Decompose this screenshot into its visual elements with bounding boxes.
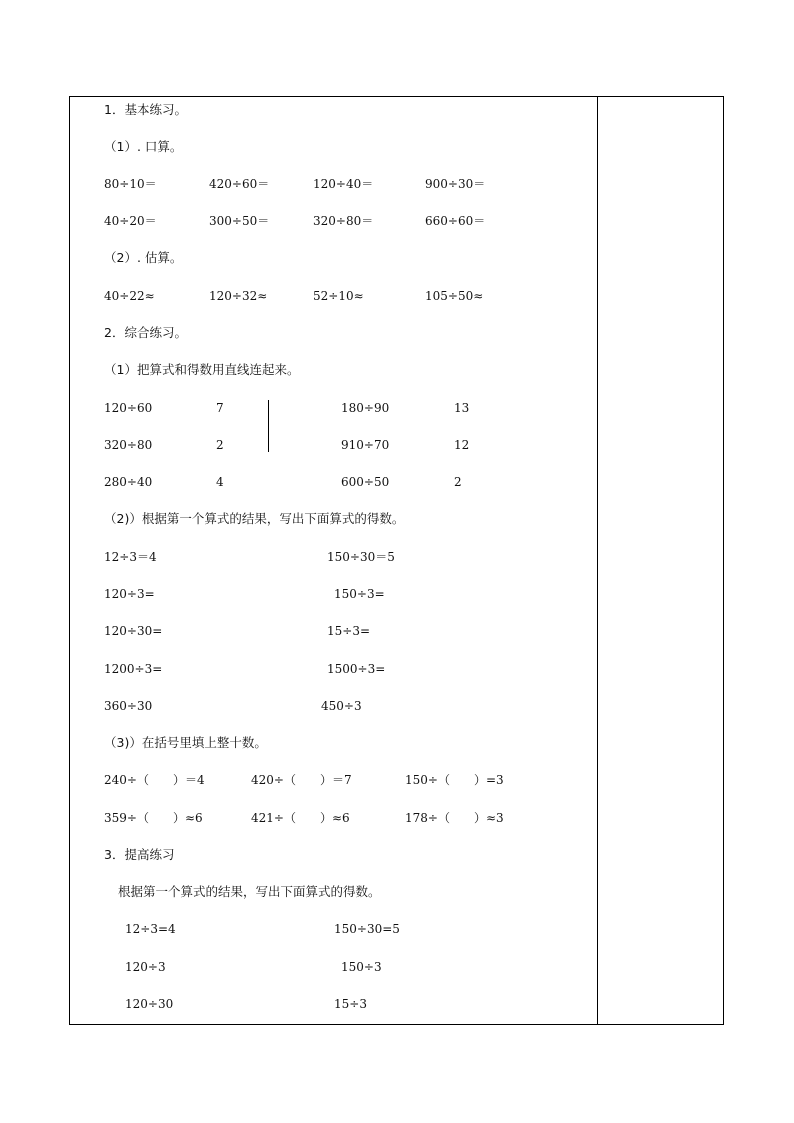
derive-left-item: 120÷30= (104, 624, 163, 638)
section-1-part-2-title: （2）. 估算。 (104, 250, 183, 265)
oral-calc-item: 40÷20＝ (104, 214, 157, 228)
derive-right-item: 15÷3= (327, 624, 371, 638)
derive-left-item: 1200÷3= (104, 662, 163, 676)
oral-calc-item: 900÷30＝ (425, 177, 486, 191)
match-left-expr: 280÷40 (104, 475, 153, 489)
oral-calc-item: 120÷40＝ (313, 177, 374, 191)
oral-calc-item: 420÷60＝ (209, 177, 270, 191)
derive-right-item: 1500÷3= (327, 662, 386, 676)
fill-blank-item: 359÷（ ）≈6 (104, 811, 203, 825)
advanced-right-item: 15÷3 (334, 997, 367, 1011)
derive-right-item: 450÷3 (321, 699, 362, 713)
match-right-expr: 910÷70 (341, 438, 390, 452)
section-1-title: 1．基本练习。 (104, 102, 187, 117)
estimate-item: 40÷22≈ (104, 289, 155, 303)
estimate-item: 120÷32≈ (209, 289, 268, 303)
oral-calc-item: 80÷10＝ (104, 177, 157, 191)
section-1-part-1-title: （1）. 口算。 (104, 139, 183, 154)
derive-left-item: 12÷3＝4 (104, 550, 157, 564)
derive-left-item: 360÷30 (104, 699, 153, 713)
derive-right-item: 150÷3= (334, 587, 385, 601)
section-2-part-2-title: （2)）根据第一个算式的结果，写出下面算式的得数。 (104, 511, 405, 526)
advanced-right-item: 150÷3 (341, 960, 382, 974)
match-separator-line (268, 400, 269, 452)
section-3-instruction: 根据第一个算式的结果，写出下面算式的得数。 (118, 884, 381, 899)
match-left-expr: 320÷80 (104, 438, 153, 452)
match-right-result: 2 (454, 475, 462, 489)
fill-blank-item: 240÷（ ）＝4 (104, 773, 205, 787)
section-2-part-1-title: （1）把算式和得数用直线连起来。 (104, 362, 300, 377)
section-2-title: 2．综合练习。 (104, 325, 187, 340)
fill-blank-item: 178÷（ ）≈3 (405, 811, 504, 825)
derive-right-item: 150÷30＝5 (327, 550, 395, 564)
fill-blank-item: 420÷（ ）＝7 (251, 773, 352, 787)
oral-calc-item: 660÷60＝ (425, 214, 486, 228)
fill-blank-item: 150÷（ ）=3 (405, 773, 504, 787)
advanced-left-item: 120÷3 (125, 960, 166, 974)
estimate-item: 52÷10≈ (313, 289, 364, 303)
match-left-expr: 120÷60 (104, 401, 153, 415)
match-right-result: 13 (454, 401, 470, 415)
oral-calc-item: 300÷50＝ (209, 214, 270, 228)
section-3-title: 3．提高练习 (104, 847, 175, 862)
match-left-result: 7 (216, 401, 224, 415)
oral-calc-item: 320÷80＝ (313, 214, 374, 228)
estimate-item: 105÷50≈ (425, 289, 484, 303)
match-right-expr: 180÷90 (341, 401, 390, 415)
advanced-left-item: 12÷3=4 (125, 922, 176, 936)
section-2-part-3-title: （3)）在括号里填上整十数。 (104, 735, 267, 750)
match-right-result: 12 (454, 438, 470, 452)
derive-left-item: 120÷3= (104, 587, 155, 601)
fill-blank-item: 421÷（ ）≈6 (251, 811, 350, 825)
match-left-result: 4 (216, 475, 224, 489)
match-left-result: 2 (216, 438, 224, 452)
column-divider (597, 97, 598, 1024)
match-right-expr: 600÷50 (341, 475, 390, 489)
advanced-left-item: 120÷30 (125, 997, 174, 1011)
advanced-right-item: 150÷30=5 (334, 922, 400, 936)
